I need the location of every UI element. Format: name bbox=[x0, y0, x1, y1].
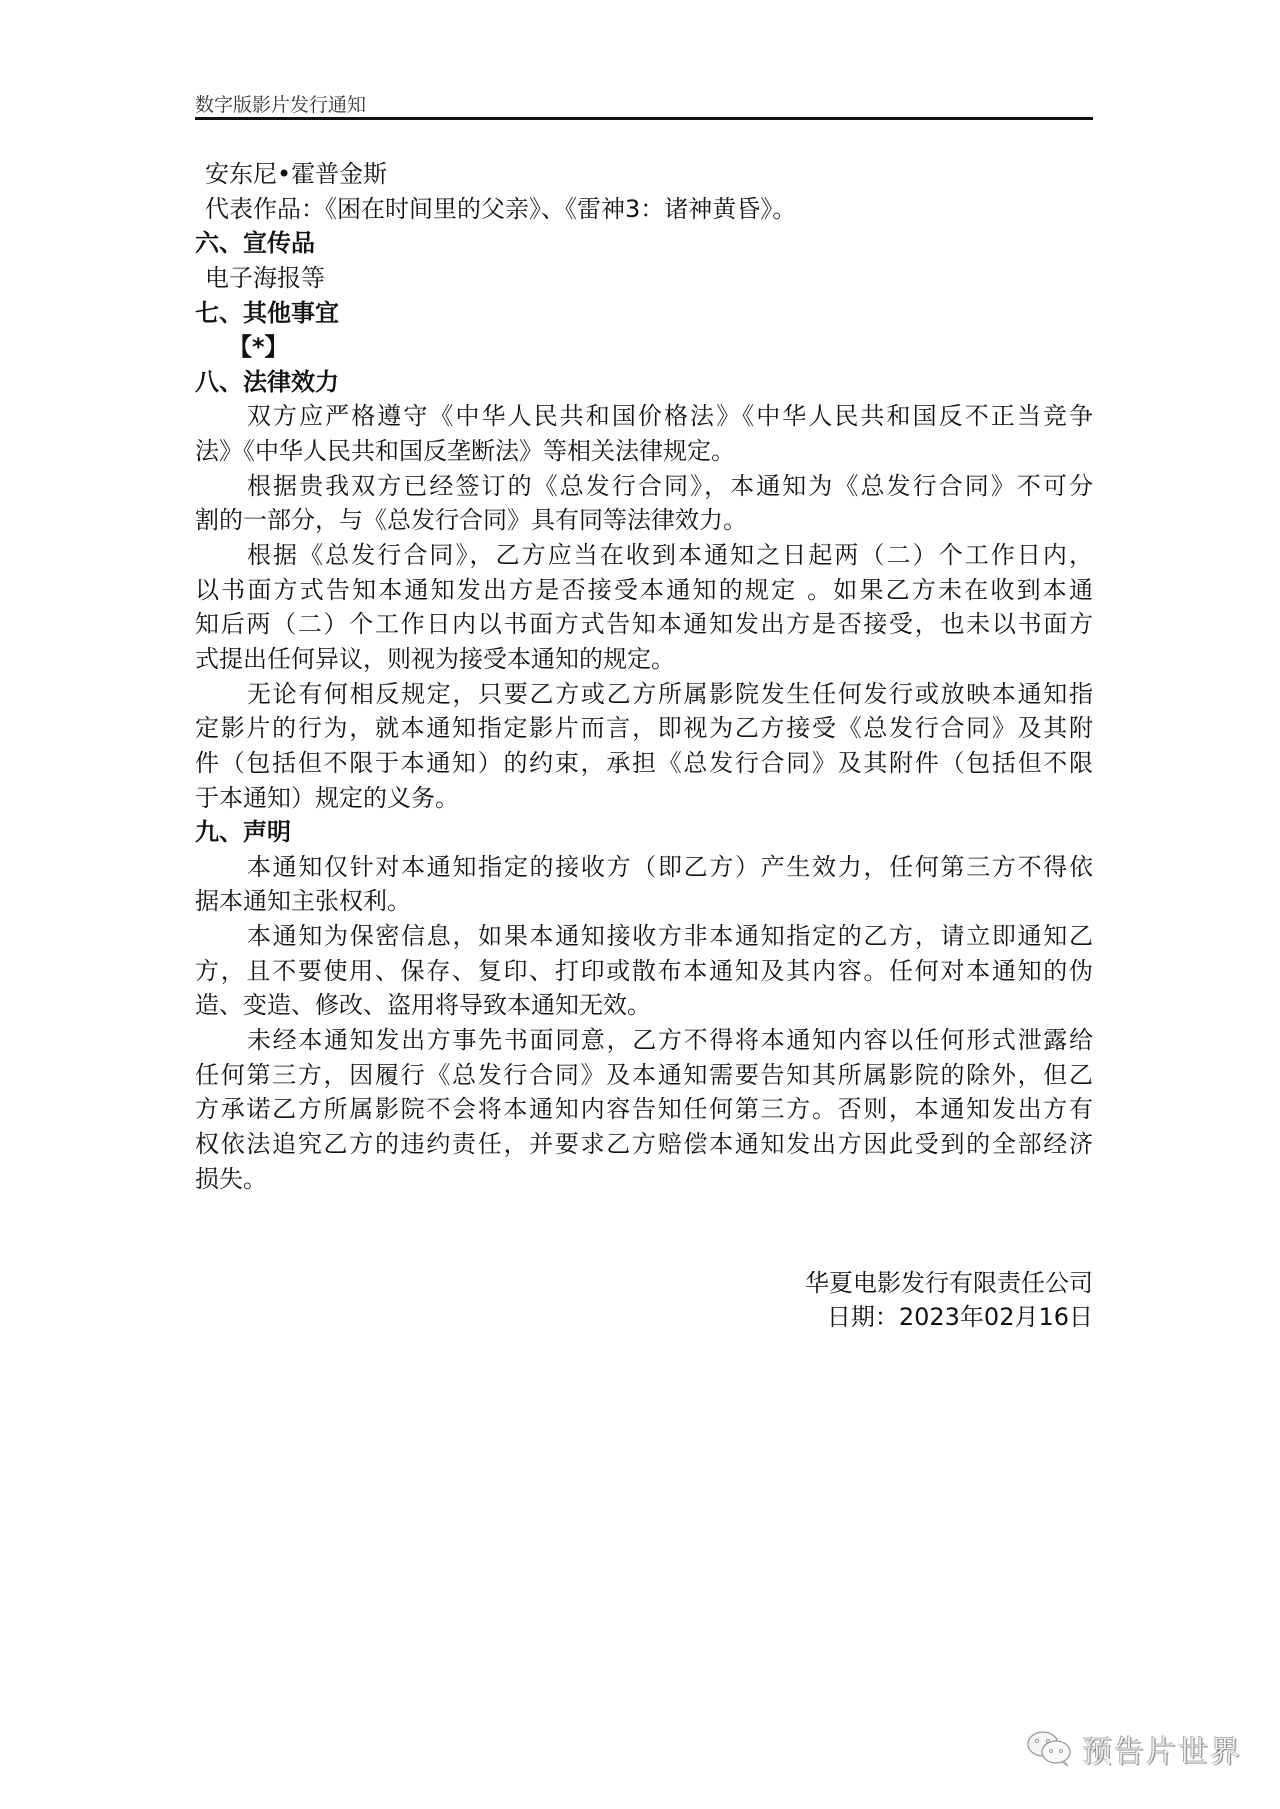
text-line: 据本通知主张权利。 bbox=[195, 887, 411, 916]
text-line: 根据贵我双方已经签订的《总发行合同》，本通知为《总发行合同》不可分 bbox=[247, 471, 1093, 500]
blank-line bbox=[195, 1231, 1093, 1266]
section-heading: 六、宣传品 bbox=[195, 229, 315, 258]
text-line: 以书面方式告知本通知发出方是否接受本通知的规定 。如果乙方未在收到本通 bbox=[195, 575, 1093, 604]
text-line: 未经本通知发出方事先书面同意，乙方不得将本通知内容以任何形式泄露给 bbox=[247, 1026, 1093, 1055]
text-line: 方承诺乙方所属影院不会将本通知内容告知任何第三方。否则，本通知发出方有 bbox=[195, 1095, 1093, 1124]
text-line: 代表作品：《困在时间里的父亲》、《雷神3：诸神黄昏》。 bbox=[205, 194, 797, 223]
text-line: 双方应严格遵守《中华人民共和国价格法》《中华人民共和国反不正当竞争 bbox=[247, 402, 1093, 431]
wechat-icon bbox=[1026, 1729, 1074, 1769]
section-heading: 七、其他事宜 bbox=[195, 298, 339, 327]
watermark-text: 预告片世界 bbox=[1082, 1735, 1242, 1770]
text-line: 法》《中华人民共和国反垄断法》等相关法律规定。 bbox=[195, 437, 735, 466]
document-body bbox=[195, 157, 1093, 1335]
blank-line bbox=[195, 1196, 1093, 1231]
text-line: 损失。 bbox=[195, 1164, 267, 1193]
text-line: 根据《总发行合同》，乙方应当在收到本通知之日起两（二）个工作日内， bbox=[247, 541, 1093, 570]
text-line: 于本通知）规定的义务。 bbox=[195, 783, 459, 812]
page-header-title: 数字版影片发行通知 bbox=[195, 94, 367, 116]
text-line: 割的一部分，与《总发行合同》具有同等法律效力。 bbox=[195, 506, 747, 535]
section-heading: 八、法律效力 bbox=[195, 367, 339, 396]
text-line: 本通知仅针对本通知指定的接收方（即乙方）产生效力，任何第三方不得依 bbox=[247, 852, 1093, 881]
text-line: 权依法追究乙方的违约责任，并要求乙方赔偿本通知发出方因此受到的全部经济 bbox=[195, 1129, 1093, 1158]
watermark bbox=[1026, 1727, 1242, 1771]
text-line: 电子海报等 bbox=[205, 263, 325, 292]
text-line: 无论有何相反规定，只要乙方或乙方所属影院发生任何发行或放映本通知指 bbox=[247, 679, 1093, 708]
text-line: 定影片的行为，就本通知指定影片而言，即视为乙方接受《总发行合同》及其附 bbox=[195, 714, 1093, 743]
section-heading: 【*】 bbox=[228, 333, 289, 362]
text-line: 式提出任何异议，则视为接受本通知的规定。 bbox=[195, 644, 675, 673]
text-line: 知后两（二）个工作日内以书面方式告知本通知发出方是否接受，也未以书面方 bbox=[195, 610, 1093, 639]
text-line: 任何第三方，因履行《总发行合同》及本通知需要告知其所属影院的除外，但乙 bbox=[195, 1060, 1093, 1089]
header-rule bbox=[195, 117, 1093, 120]
section-heading: 九、声明 bbox=[195, 818, 291, 847]
text-line: 安东尼•霍普金斯 bbox=[205, 160, 388, 188]
text-line: 件（包括但不限于本通知）的约束，承担《总发行合同》及其附件（包括但不限 bbox=[195, 748, 1093, 777]
text-line: 造、变造、修改、盗用将导致本通知无效。 bbox=[195, 991, 651, 1020]
signature-company: 华夏电影发行有限责任公司 bbox=[805, 1268, 1093, 1297]
signature-date: 日期：2023年02月16日 bbox=[826, 1303, 1093, 1332]
text-line: 方，且不要使用、保存、复印、打印或散布本通知及其内容。任何对本通知的伪 bbox=[195, 956, 1093, 985]
text-line: 本通知为保密信息，如果本通知接收方非本通知指定的乙方，请立即通知乙 bbox=[247, 922, 1093, 951]
